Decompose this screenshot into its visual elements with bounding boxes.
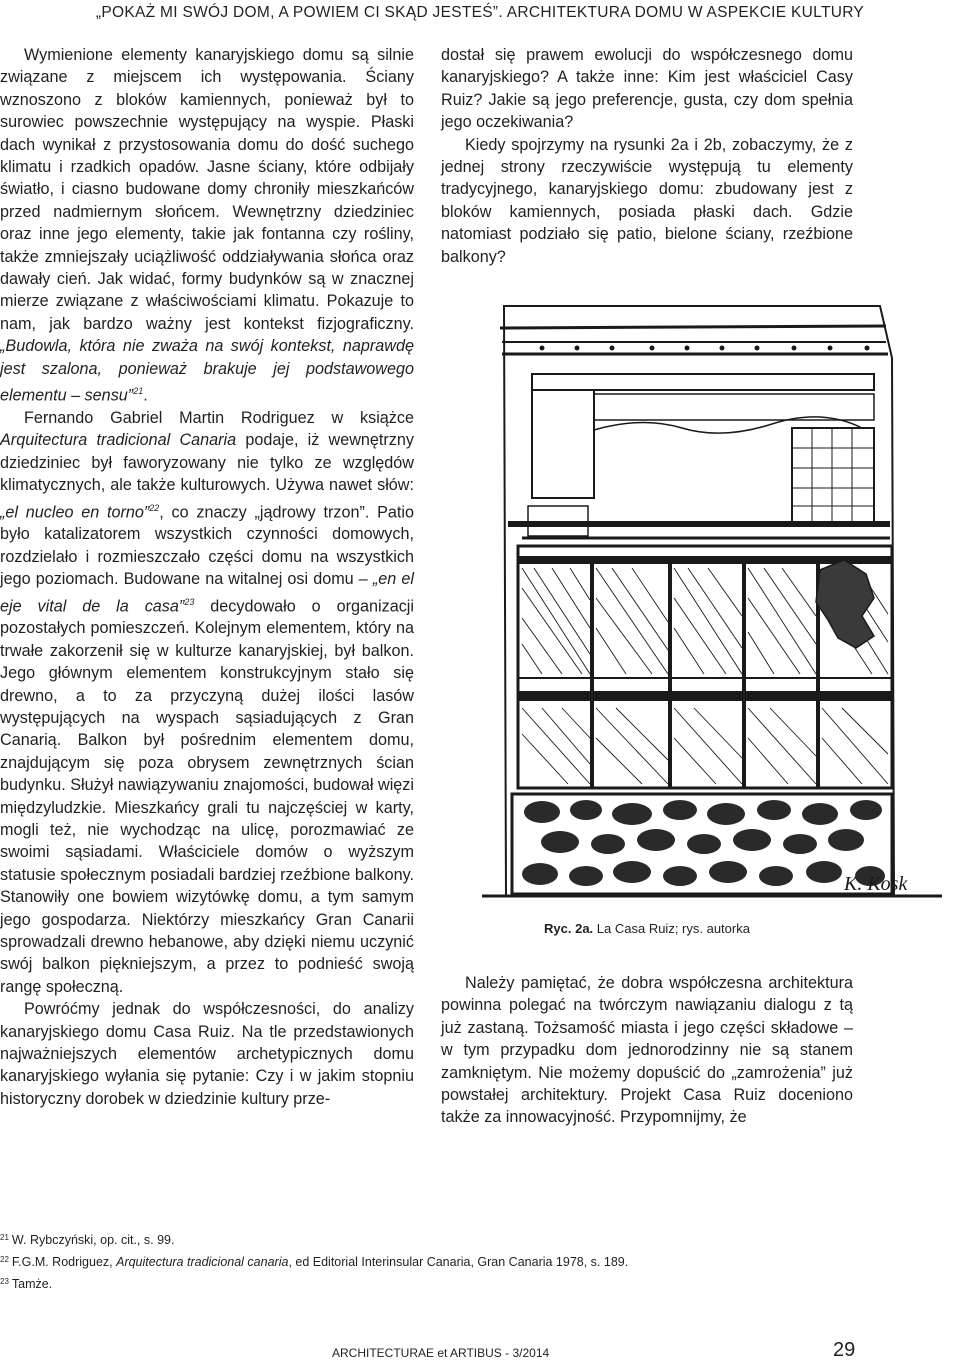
footnote-number: 22 <box>0 1255 9 1264</box>
paragraph: dostał się prawem ewolucji do współczesnego domu kanaryjskiego? A także inne: Kim jest właściciel Casy Ruiz? Jakie są jego preferencje, gusta, czy dom spełnia jego oczekiwania? <box>441 46 853 132</box>
footnote-ref: 21 <box>133 386 144 397</box>
paragraph-text: podaje, iż wewnętrzny dziedziniec był faworyzowany nie tylko ze względów klimatycznych, ale także kulturowych. Używa nawet słów: <box>0 431 414 495</box>
artist-signature: K. Kosk <box>844 873 908 895</box>
paragraph-text: Fernando Gabriel Martin Rodriguez w książce <box>24 408 414 427</box>
footnote-title: Arquitectura tradicional canaria <box>116 1255 289 1269</box>
paragraph-text: decydowało o organizacji pozostałych pomieszczeń. Kolejnym elementem, który na trwałe zakorzenił się w kulturze kanaryjskiej, był balkon. Jego głównym elementem konstrukcyjnym stało się drewno, a to za przyczyną dużej ilości lasów występujących na wyspach sąsiadujących z Gran Canarią. Balkon był pośrednim elementem domu, znajdującym się poza obrysem zewnętrznych ścian budynku. Służył nawiązywaniu znajomości, budował więzi międzyludzkie. Mieszkańcy grali tu najczęściej w karty, mogli też, nie wychodząc na ulicę, porozmawiać ze swoimi sąsiadami. Właściciele domów o wyższym statusie społecznym posiadali bardziej rzeźbione balkony. Stanowiły one bowiem wizytówkę domu, a tym samym jego gospodarza. Niektórzy mieszkańcy Gran Canarii sprowadzali drewno hebanowe, aby dzięki niemu uczynić swój balkon piękniejszym, a przez to podnieść swoją rangę społeczną. <box>0 596 414 996</box>
caption-label: Ryc. 2a. <box>544 921 594 936</box>
quote: „Budowla, która nie zważa na swój kontekst, naprawdę jest szalona, ponieważ brakuje jej podstawowego elementu – sensu” <box>0 337 414 405</box>
paragraph: Kiedy spojrzymy na rysunki 2a i 2b, zobaczymy, że z jednej strony rzeczywiście występują tu elementy tradycyjnego, kanaryjskiego domu: zbudowany jest z bloków kamiennych, posiada płaski dach. Gdzie natomiast podziało się patio, bielone ściany, rzeźbione balkony? <box>441 135 853 266</box>
house-sketch-figure <box>482 298 942 910</box>
paragraph <box>0 407 414 998</box>
running-header: „POKAŻ MI SWÓJ DOM, A POWIEM CI SKĄD JESTEŚ”. ARCHITEKTURA DOMU W ASPEKCIE KULTURY <box>95 4 865 21</box>
footnote-ref: 22 <box>149 502 160 513</box>
paragraph <box>0 44 414 407</box>
footnote-text: Tamże. <box>11 1277 53 1291</box>
footnote-text: W. Rybczyński, op. cit., s. 99. <box>11 1233 175 1247</box>
paragraph: Powróćmy jednak do współczesności, do analizy kanaryjskiego domu Casa Ruiz. Na tle przedstawionych najważniejszych elementów archetypicznych domu kanaryjskiego wyłania się pytanie: Czy i w jakim stopniu historyczny dorobek w dziedzinie kultury prze- <box>0 1000 414 1108</box>
figure-caption <box>441 921 853 936</box>
journal-footer: ARCHITECTURAE et ARTIBUS - 3/2014 <box>332 1346 550 1360</box>
footnote-text: , ed Editorial Interinsular Canaria, Gran Canaria 1978, s. 189. <box>288 1255 629 1269</box>
page-number: 29 <box>833 1339 856 1361</box>
footnote <box>0 1250 628 1272</box>
left-column <box>0 44 414 1110</box>
footnote-number: 21 <box>0 1233 9 1242</box>
paragraph-text: Wymienione elementy kanaryjskiego domu są silnie związane z miejscem ich występowania. Ściany wznoszono z bloków kamiennych, ponieważ był to surowiec powszechnie występujący na wyspie. Płaski dach wynikał z przystosowania domu do dość suchego klimatu i rzadkich opadów. Jasne ściany, które odbijały światło, i ciasno budowane domy chroniły mieszkańców przed nadmiernym słońcem. Wewnętrzny dziedziniec oraz inne jego elementy, takie jak fontanna czy rośliny, także zmniejszały uciążliwość oddziaływania słońca oraz dawały cień. Jak widać, formy budynków są w znacznej mierze związane z właściwościami klimatu. Pokazuje to nam, jak bardzo ważny jest kontekst fizjograficzny. <box>0 46 414 333</box>
right-column-top <box>441 44 853 268</box>
footnote-text: F.G.M. Rodriguez, <box>11 1255 117 1269</box>
paragraph-text: . <box>143 386 148 405</box>
footnote <box>0 1228 628 1250</box>
footnotes <box>0 1228 628 1294</box>
quote: „en el eje vital de la casa” <box>0 570 415 615</box>
right-column-bottom <box>441 972 853 1129</box>
quote: „el nucleo en torno” <box>0 502 150 521</box>
book-title: Arquitectura tradicional Canaria <box>0 431 237 450</box>
footnote-number: 23 <box>0 1277 9 1286</box>
paragraph: Należy pamiętać, że dobra współczesna architektura powinna polegać na twórczym nawiązaniu dialogu z tą już zastaną. Tożsamość miasta i jego części składowe – w tym przypadku dom jednorodzinny nie są stanem zamkniętym. Nie możemy dopuścić do „zamrożenia” już powstałej architektury. Projekt Casa Ruiz doceniono także za innowacyjność. Przypomnijmy, że <box>441 974 853 1127</box>
paragraph-text: , co znaczy „jądrowy trzon”. Patio było katalizatorem wszystkich czynności domowych, rozdzielało i rozmieszczało części domu na wszystkich jego poziomach. Budowane na witalnej osi domu – <box>0 502 414 589</box>
footnote-ref: 23 <box>184 596 195 607</box>
caption-text: La Casa Ruiz; rys. autorka <box>593 921 750 936</box>
footnote <box>0 1272 628 1294</box>
